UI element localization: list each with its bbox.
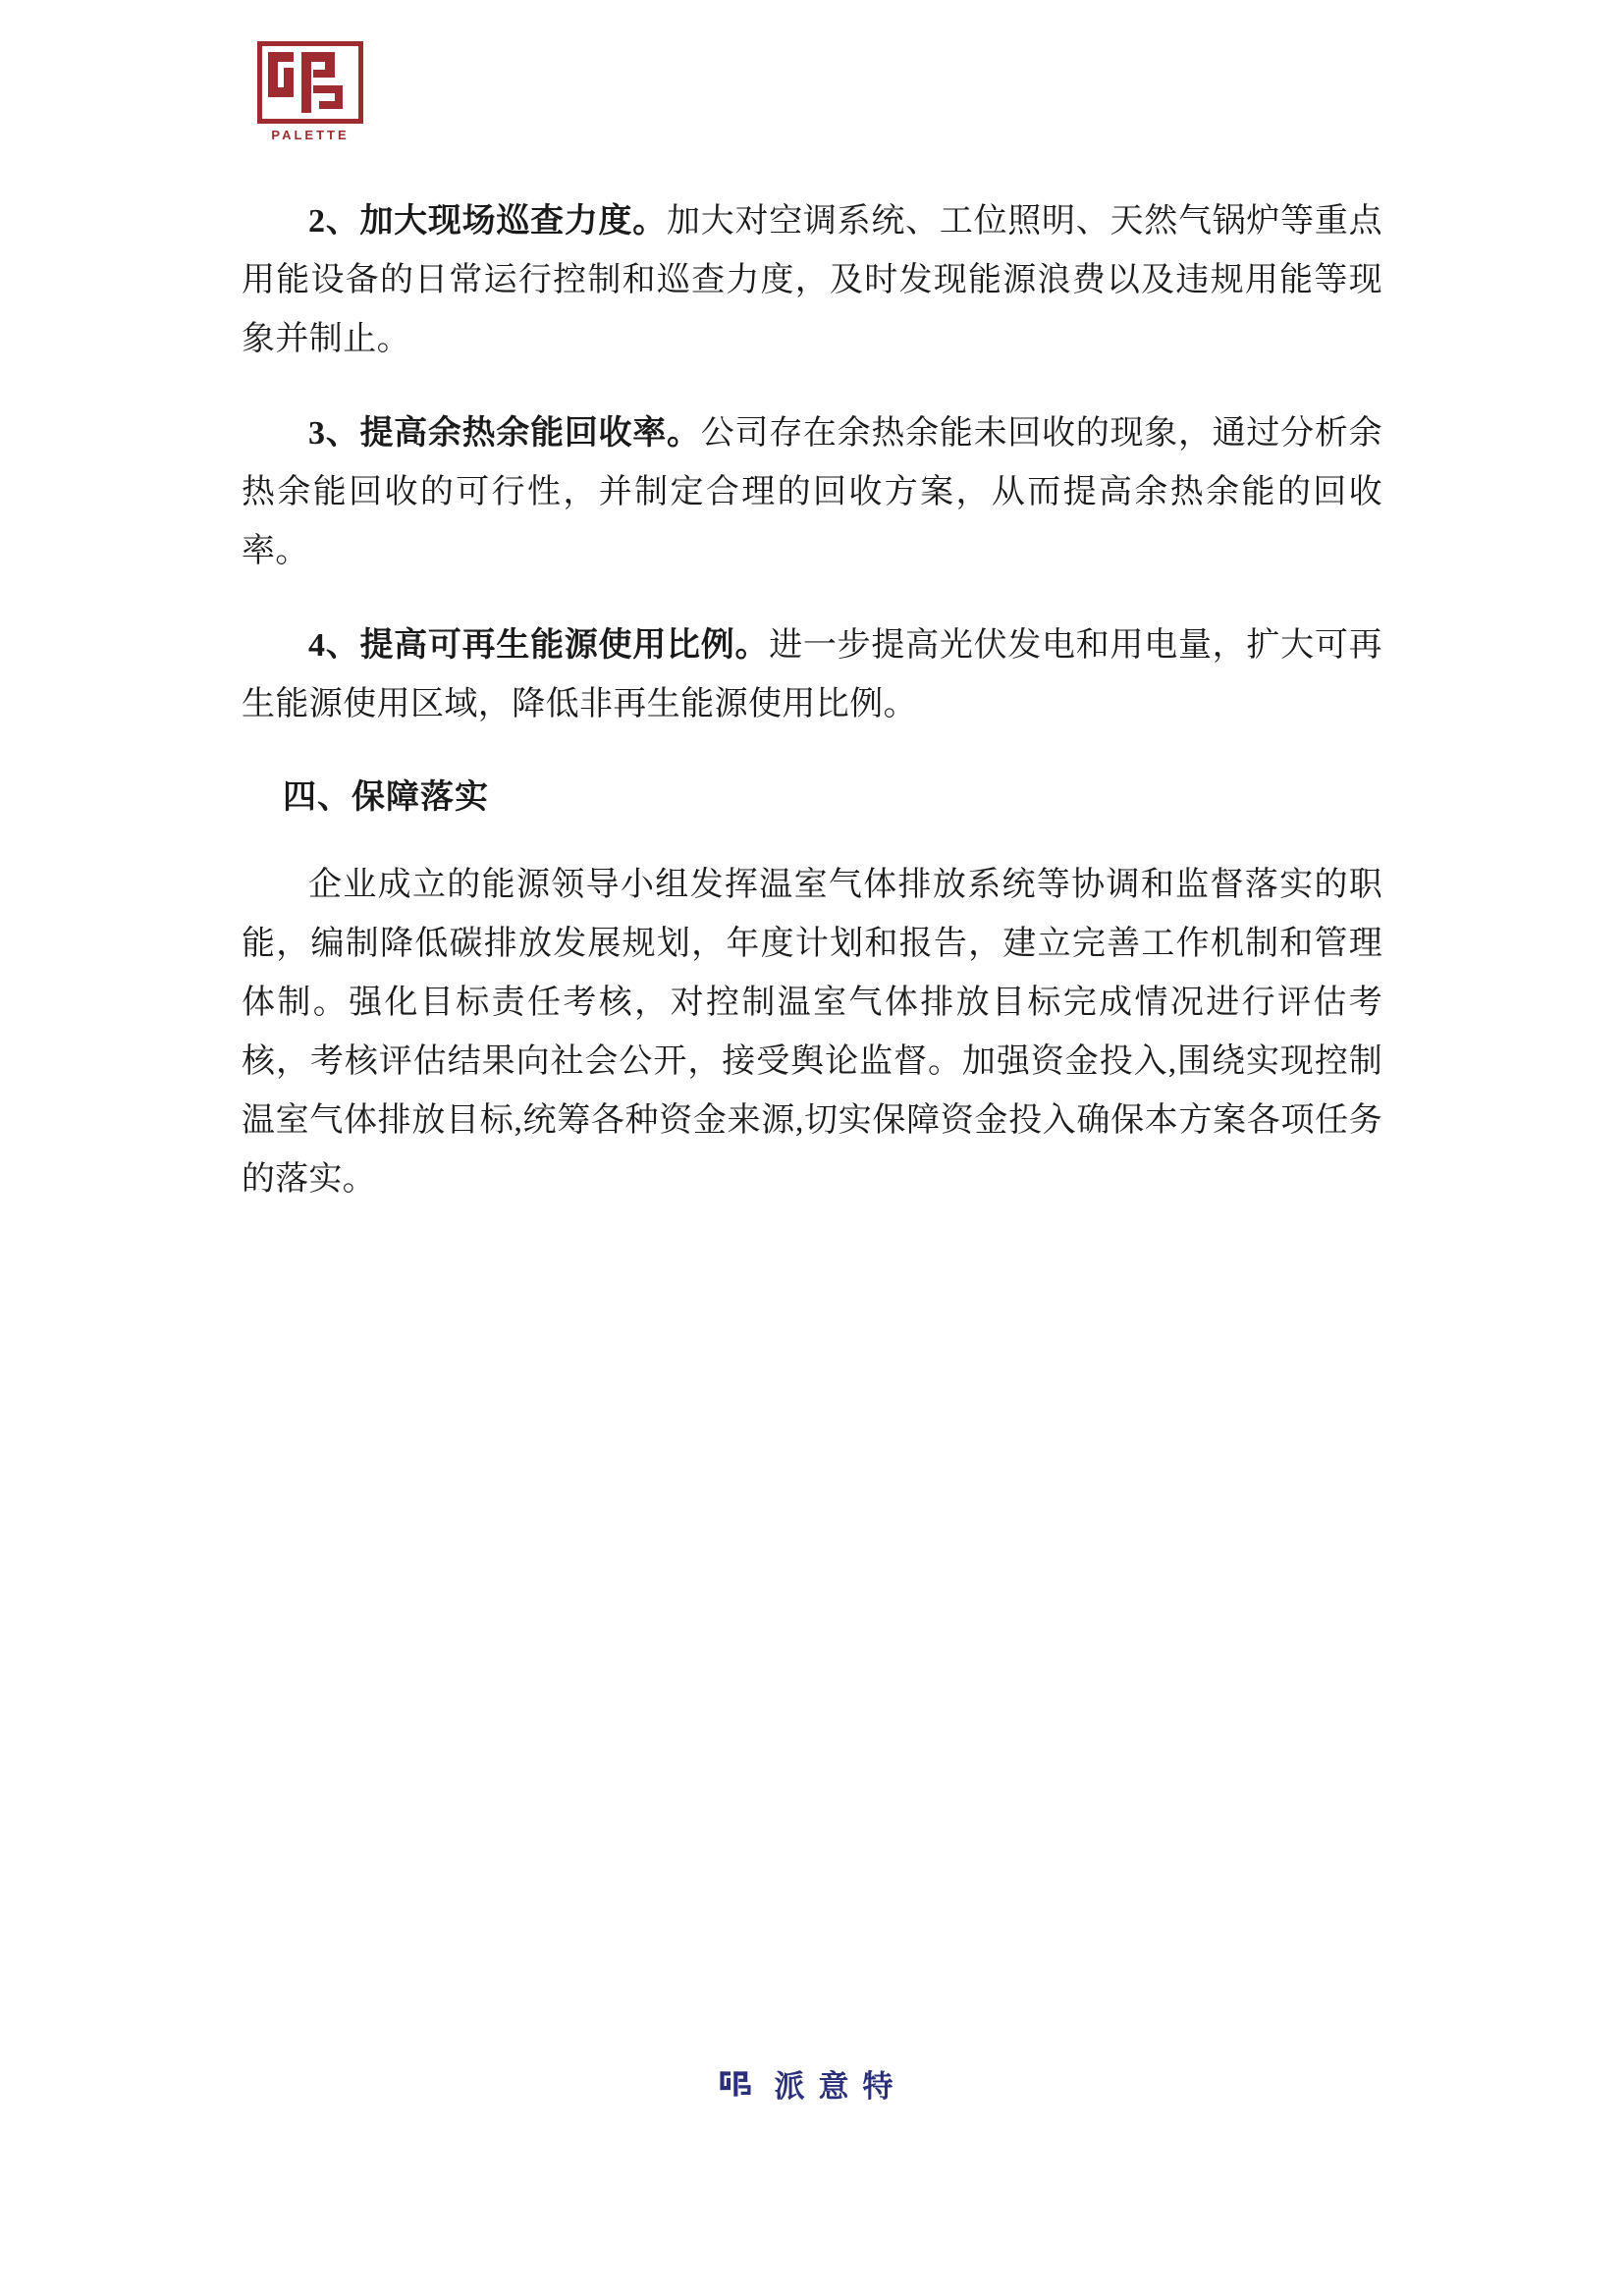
section-body-paragraph: 企业成立的能源领导小组发挥温室气体排放系统等协调和监督落实的职能，编制降低碳排放发展规划，年度计划和报告，建立完善工作机制和管理体制。强化目标责任考核，对控制温室气体排放目标完成情况进行评估考核，考核评估结果向社会公开，接受舆论监督。加强资金投入,围绕实现控制温室气体排放目标,统筹各种资金来源,切实保障资金投入确保本方案各项任务的落实。 xyxy=(242,867,1382,1198)
palette-seal-logo-icon xyxy=(718,2064,757,2104)
paragraph-text: 公司存在余热余能未回收的现象，通过分析余热余能回收的可行性，并制定合理的回收方案，从而提高余热余能的回收率。 xyxy=(242,415,1382,569)
document-body xyxy=(242,192,1382,1209)
footer xyxy=(0,2061,1624,2106)
paragraph-text: 进一步提高光伏发电和用电量，扩大可再生能源使用区域，降低非再生能源使用比例。 xyxy=(242,627,1382,722)
header-logo xyxy=(257,41,395,154)
paragraph-item-3 xyxy=(242,404,1382,581)
palette-seal-logo-icon xyxy=(257,41,363,124)
paragraph-text: 加大对空调系统、工位照明、天然气锅炉等重点用能设备的日常运行控制和巡查力度，及时发现能源浪费以及违规用能等现象并制止。 xyxy=(242,203,1382,357)
paragraph-lead: 4、提高可再生能源使用比例。 xyxy=(308,627,770,664)
paragraph-lead: 2、加大现场巡查力度。 xyxy=(308,203,668,240)
paragraph-item-2 xyxy=(242,192,1382,369)
logo-wordmark: PALETTE xyxy=(271,128,350,142)
footer-brand: 派意特 xyxy=(774,2069,907,2104)
paragraph-lead: 3、提高余热余能回收率。 xyxy=(308,415,701,452)
section-heading: 四、保障落实 xyxy=(283,779,489,816)
paragraph-item-4 xyxy=(242,616,1382,734)
